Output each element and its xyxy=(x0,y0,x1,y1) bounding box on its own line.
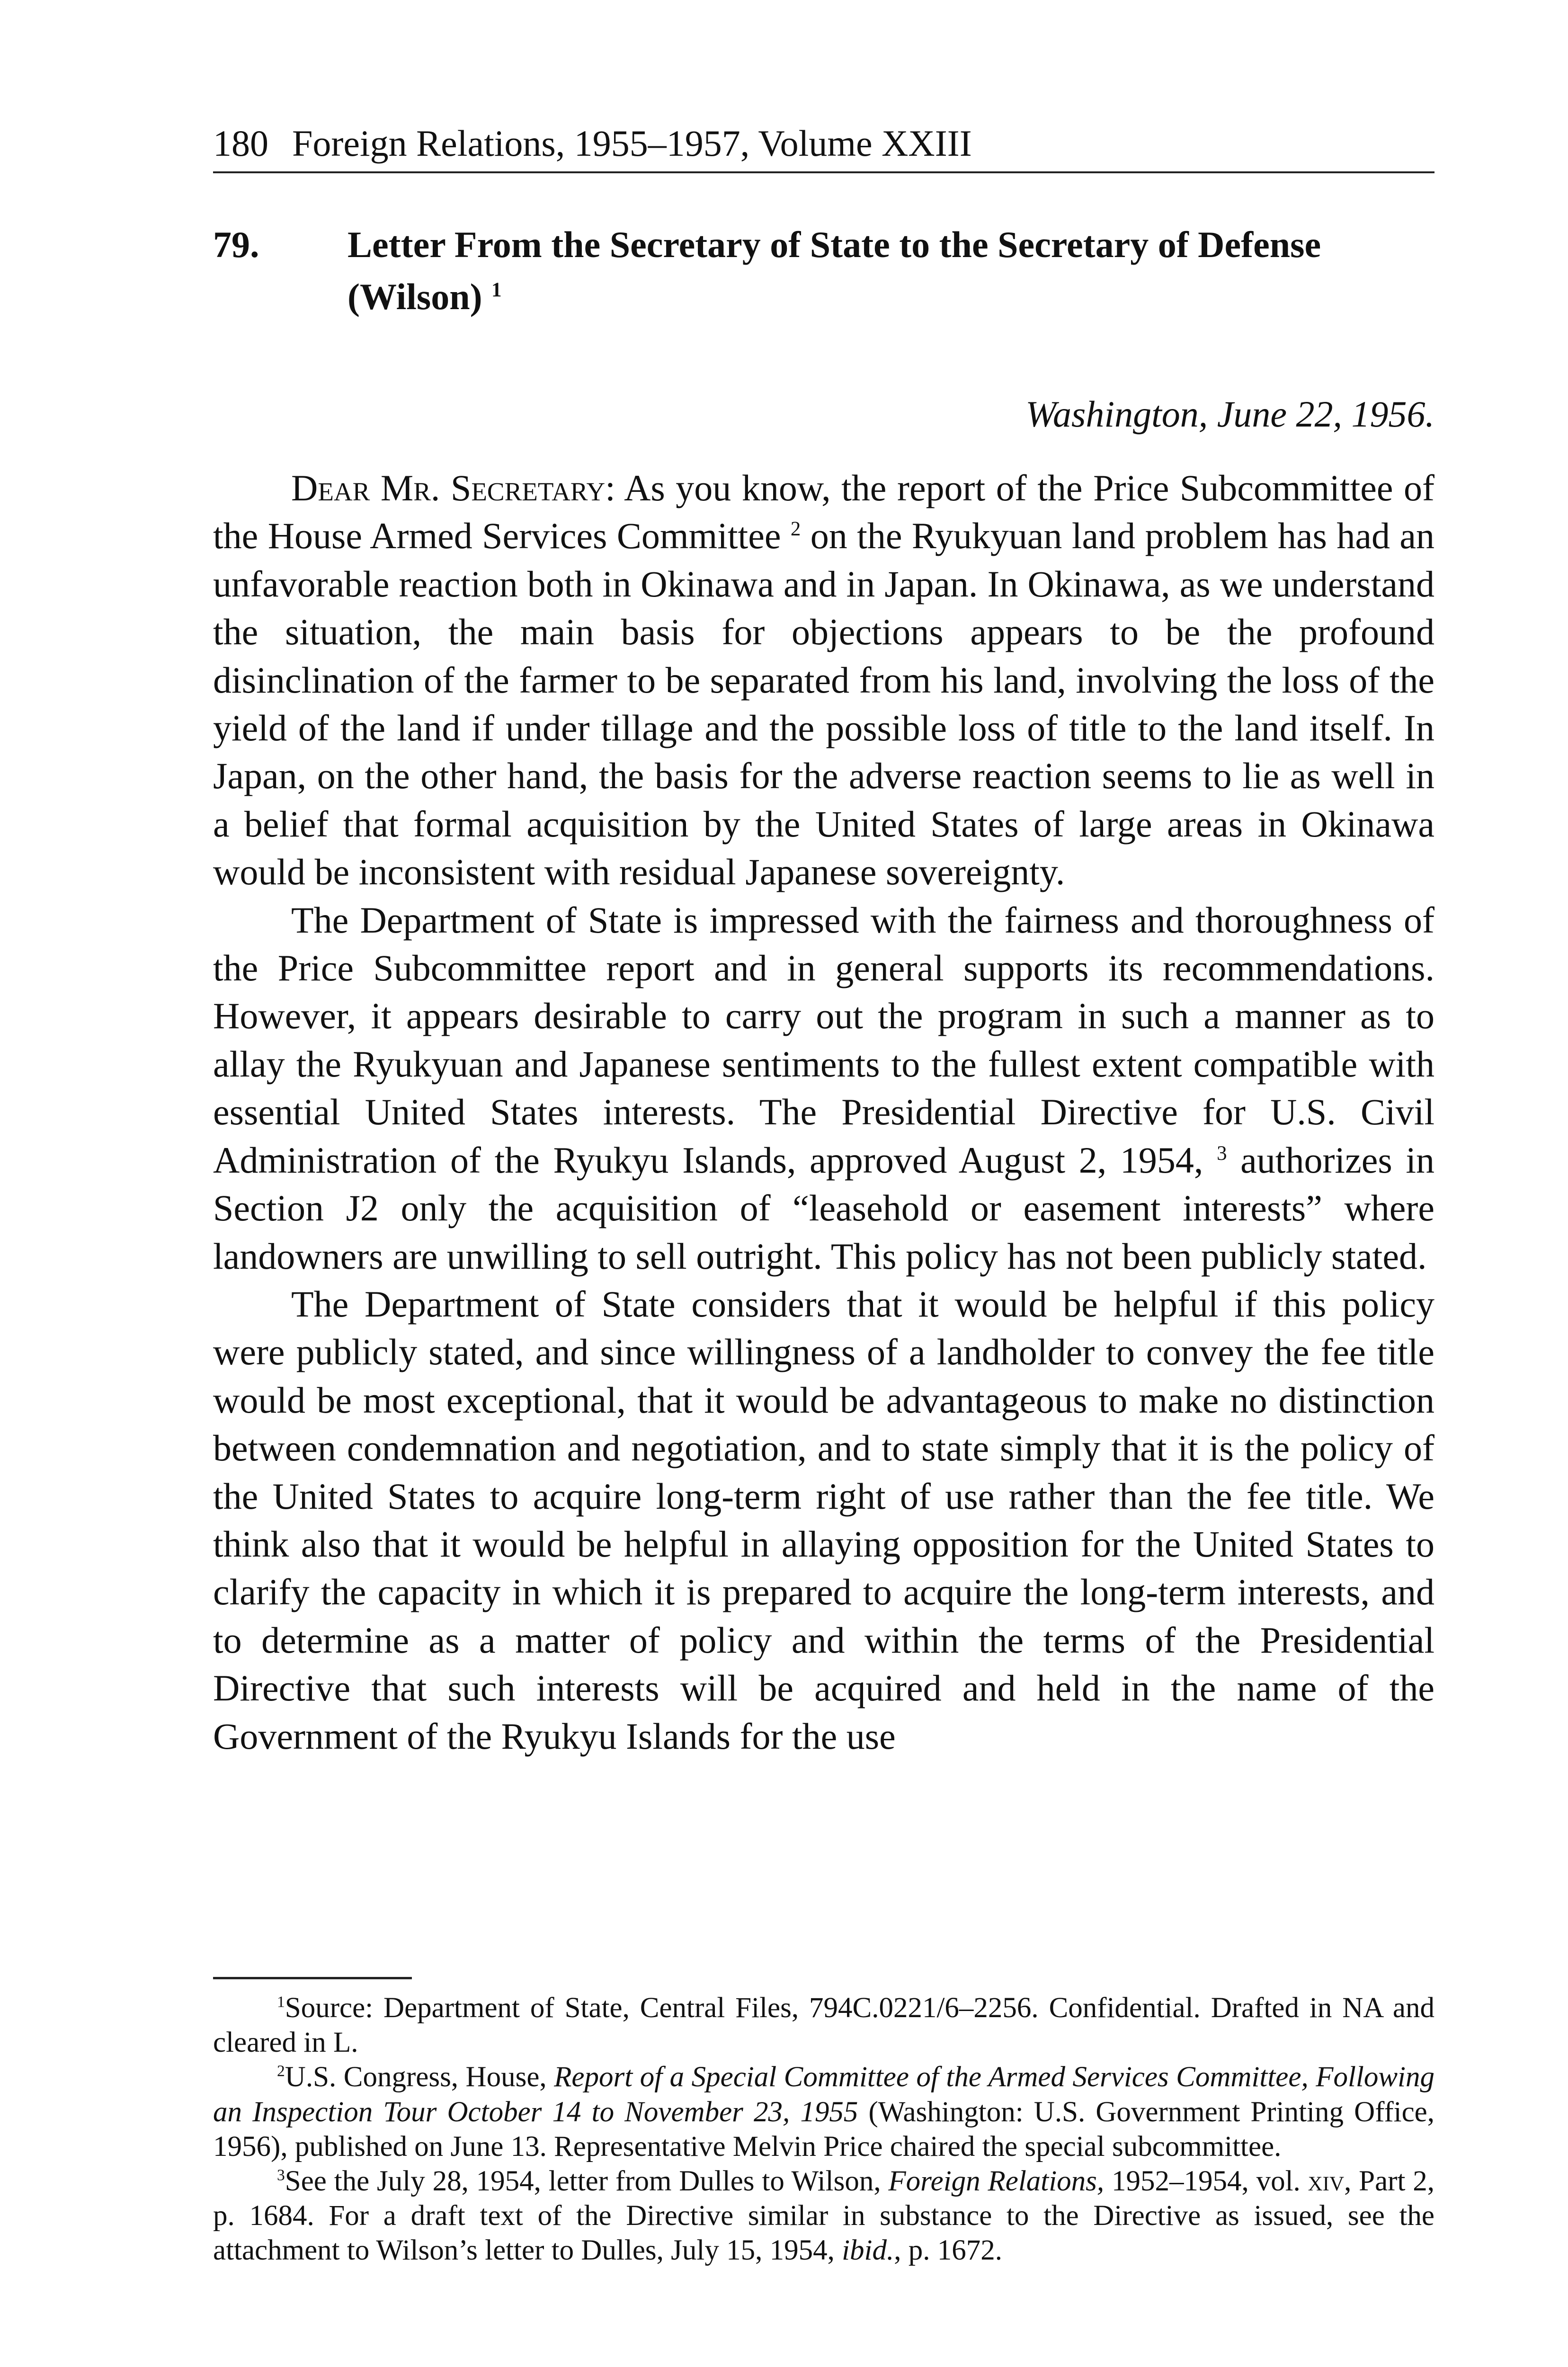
footnote-rule xyxy=(213,1977,412,1979)
paragraph-2-text-b: authorizes in Section J2 only the acquisition of “leasehold or easement interests” where landowners are unwilling to sell outright. This policy has not been publicly stated. xyxy=(213,1139,1435,1277)
footnote-marker: 3 xyxy=(277,2166,285,2184)
footnote-1 xyxy=(213,1991,1434,2060)
salutation: Dear Mr. Secretary: xyxy=(291,467,615,508)
footnote-ref-1: 1 xyxy=(491,279,502,301)
document-number: 79. xyxy=(213,224,259,265)
footnote-ref-2: 2 xyxy=(790,518,801,541)
paragraph-1-text-b: on the Ryukyuan land problem has had an unfavorable reaction both in Okinawa and in Japan. In Okinawa, as we understand the situation, the main basis for objections appears to be the profound disinclination of the farmer to be separated from his land, involving the loss of the yield of the land if under tillage and the possible loss of title to the land itself. In Japan, on the other hand, the basis for the adverse reaction seems to lie as well in a belief that formal acquisition by the United States of large areas in Okinawa would be inconsistent with residual Japanese sovereignty. xyxy=(213,515,1435,893)
page-number: 180 xyxy=(213,123,268,164)
footnote-3-ibid: ibid. xyxy=(842,2234,894,2267)
footnote-ref-3: 3 xyxy=(1217,1142,1227,1165)
footnote-3-volume-numeral: xiv xyxy=(1308,2165,1345,2198)
footnote-3-text-b: 1952–1954, vol. xyxy=(1104,2165,1308,2198)
footnote-marker: 2 xyxy=(277,2063,285,2081)
footnote-3-text-c: , Part 2, p. 1684. For a draft text of the Directive similar in substance to the Directive as issued, see the attachment to Wilson’s letter to Dulles, July 15, 1954, xyxy=(213,2165,1434,2267)
paragraph-3: The Department of State considers that it would be helpful if this policy were publicly stated, and since willingness of a landholder to convey the fee title would be most exceptional, that it would be advantageous to make no distinction between condemnation and negotiation, and to state simply that it is the policy of the United States to acquire long-term right of use rather than the fee title. We think also that it would be helpful in allaying opposition for the United States to clarify the capacity in which it is prepared to acquire the long-term interests, and to determine as a matter of policy and within the terms of the Presidential Directive that such interests will be acquired and held in the name of the Government of the Ryukyu Islands for the use xyxy=(213,1283,1434,1757)
paragraph-2 xyxy=(213,896,1434,1280)
document-title-text: Letter From the Secretary of State to the Secretary of Defense (Wilson) xyxy=(347,224,1321,317)
footnote-2-report-title: Report of a Special Committee of the Armed Services Committee, Following an Inspection Tour October 14 to November 23, 1955 xyxy=(213,2061,1434,2128)
footnote-2-text-a: U.S. Congress, House, xyxy=(285,2061,554,2093)
series-title: Foreign Relations, 1955–1957, Volume XXIII xyxy=(292,123,972,164)
footnote-3 xyxy=(213,2164,1434,2268)
footnote-1-text: Source: Department of State, Central Files, 794C.0221/6–2256. Confidential. Drafted in NA and cleared in L. xyxy=(213,1992,1434,2059)
footnote-2 xyxy=(213,2060,1434,2164)
paragraph-1 xyxy=(213,464,1434,896)
footnote-3-series-title: Foreign Relations, xyxy=(888,2165,1105,2198)
footnote-3-text-a: See the July 28, 1954, letter from Dulles to Wilson, xyxy=(285,2165,889,2198)
paragraph-2-text-a: The Department of State is impressed with the fairness and thoroughness of the Price Subcommittee report and in general supports its recommendations. However, it appears desirable to carry out the program in such a manner as to allay the Ryukyuan and Japanese sentiments to the fullest extent compatible with essential United States interests. The Presidential Directive for U.S. Civil Administration of the Ryukyu Islands, approved August 2, 1954, xyxy=(213,899,1434,1181)
letter-body xyxy=(213,464,1434,1760)
paragraph-1-text-a: As you know, the report of the Price Subcommittee of the House Armed Services Committee xyxy=(213,467,1434,557)
footnote-2-text-b: (Washington: U.S. Government Printing Office, 1956), published on June 13. Representative Melvin Price chaired the special subcommittee. xyxy=(213,2096,1435,2162)
footnote-marker: 1 xyxy=(277,1993,285,2011)
footnotes xyxy=(213,1991,1434,2268)
document-title xyxy=(347,219,1389,323)
footnote-3-text-d: , p. 1672. xyxy=(894,2234,1002,2267)
dateline: Washington, June 22, 1956. xyxy=(1025,393,1434,435)
running-head xyxy=(213,116,1434,173)
